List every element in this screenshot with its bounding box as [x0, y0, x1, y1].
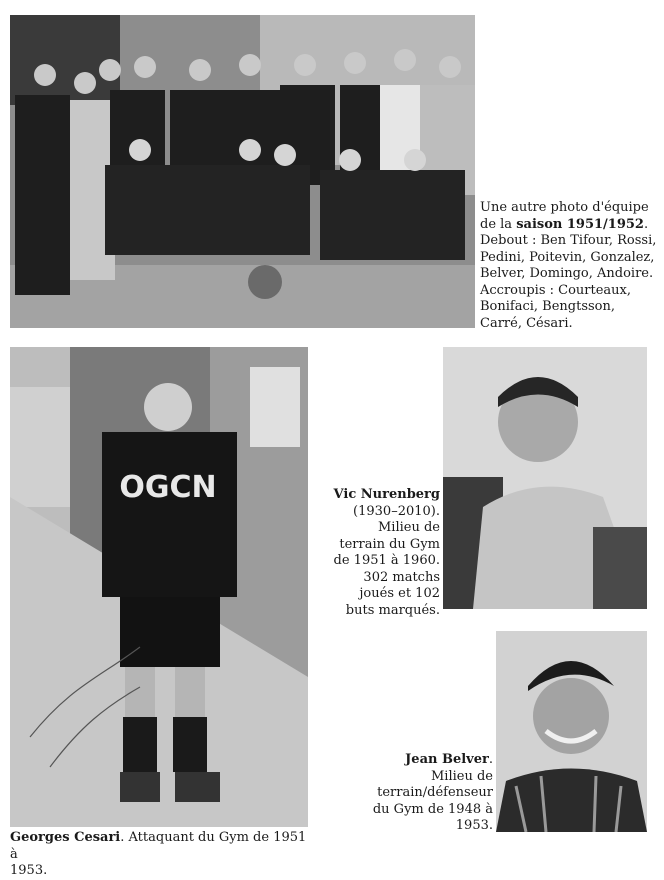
team-caption-line: Accroupis : Courteaux,	[480, 282, 632, 298]
belver-photo	[496, 631, 647, 832]
team-caption-line: Debout : Ben Tifour, Rossi,	[480, 233, 657, 248]
cesari-caption	[10, 830, 310, 880]
nurenberg-caption-line: Milieu de	[378, 520, 440, 535]
nurenberg-caption-line: de 1951 à 1960.	[333, 553, 440, 568]
player-name-text: Vic Nurenberg	[333, 487, 440, 502]
player-name	[355, 752, 493, 769]
nurenberg-caption-line: joués et 102	[359, 586, 440, 601]
belver-caption-line: terrain/défenseur	[377, 785, 493, 800]
jersey-lettering: OGCN	[119, 470, 217, 505]
belver-caption	[355, 752, 493, 835]
player-name-text: Jean Belver	[405, 752, 489, 767]
belver-caption-line: Milieu de	[431, 768, 493, 784]
nurenberg-caption-line: 302 matchs	[363, 569, 440, 585]
season-label: saison 1951/1952	[516, 216, 644, 232]
team-caption-line: Une autre photo d'équipe	[480, 200, 649, 215]
cesari-caption-text: . Attaquant du Gym de 1951 à	[10, 830, 307, 862]
team-caption-text: .	[643, 216, 649, 232]
team-caption-line: Carré, Césari.	[480, 315, 573, 331]
player-name: Georges Cesari	[10, 830, 121, 845]
nurenberg-caption-line: buts marqués.	[345, 602, 440, 618]
belver-caption-text: .	[488, 752, 493, 767]
cesari-caption-line	[10, 830, 310, 863]
player-name	[300, 487, 440, 504]
team-caption-line: Belver, Domingo, Andoire.	[480, 266, 654, 281]
team-photo	[10, 15, 475, 328]
nurenberg-caption-line: (1930–2010).	[353, 503, 440, 519]
nurenberg-caption	[300, 487, 440, 619]
nurenberg-photo	[443, 347, 647, 609]
belver-caption-line: 1953.	[455, 818, 493, 833]
belver-caption-line: du Gym de 1948 à	[372, 801, 493, 817]
team-caption-line: Bonifaci, Bengtsson,	[480, 299, 616, 314]
cesari-caption-line: 1953.	[10, 863, 48, 878]
cesari-photo	[10, 347, 308, 827]
team-caption-line: Pedini, Poitevin, Gonzalez,	[480, 249, 655, 265]
team-caption-text: de la	[480, 216, 517, 232]
team-caption	[480, 200, 660, 332]
nurenberg-caption-line: terrain du Gym	[339, 536, 440, 552]
team-caption-line	[480, 217, 660, 234]
